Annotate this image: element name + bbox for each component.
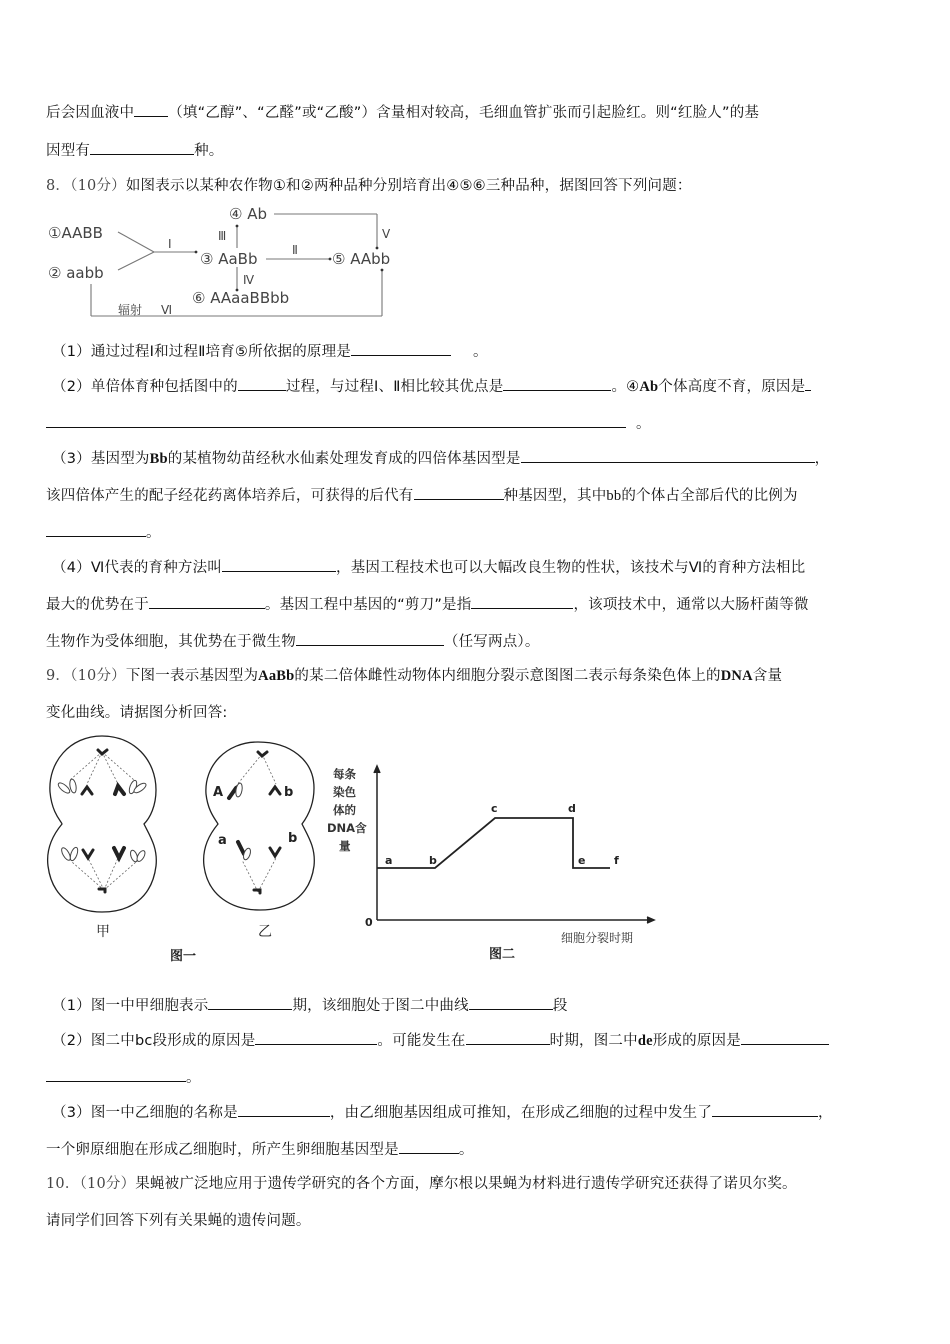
question-stem: 果蝇被广泛地应用于遗传学研究的各个方面，摩尔根以果蝇为材料进行遗传学研究还获得了诺贝尔奖。 (135, 1176, 797, 1192)
gene-label-b-bottom: b (288, 831, 298, 846)
answer-blank[interactable] (521, 448, 815, 463)
x-axis-label: 细胞分裂时期 (561, 931, 634, 945)
q8-sub2-cont (46, 413, 651, 434)
node-aabb-parent2: ② aabb (48, 264, 104, 282)
figure-2-caption: 图二 (489, 947, 516, 962)
process-6-label: Ⅵ (161, 303, 173, 317)
question-stem: 含量 (752, 668, 783, 684)
point-c-label: c (491, 802, 498, 815)
text: 。 (636, 416, 651, 432)
text: 的某植物幼苗经秋水仙素处理发育成的四倍体基因型是 (167, 451, 521, 467)
point-f-label: f (614, 854, 619, 867)
answer-blank[interactable] (469, 995, 553, 1010)
q8-sub3-cont2 (46, 522, 161, 543)
text: （2）单倍体育种包括图中的 (52, 379, 238, 395)
text: 期，该细胞处于图二中曲线 (292, 998, 469, 1014)
q9-sub2 (52, 1030, 829, 1051)
svg-text:DNA含: DNA含 (327, 821, 367, 835)
text: ，基因工程技术也可以大幅改良生物的性状，该技术与Ⅵ的育种方法相比 (336, 560, 806, 576)
process-4-label: Ⅳ (243, 273, 255, 287)
question-stem: 变化曲线。请据图分析回答: (46, 705, 228, 721)
q9-sub1 (52, 995, 568, 1016)
figure-1-cell-division (40, 732, 320, 968)
answer-blank[interactable] (208, 995, 292, 1010)
question-stem: 下图一表示基因型为 (125, 668, 259, 684)
node-tetraploid: ⑥ AAaaBBbb (192, 289, 290, 307)
node-aabb-hybrid: ③ AaBb (200, 250, 258, 268)
q8-sub2 (52, 376, 811, 397)
answer-blank[interactable] (414, 485, 504, 500)
text: 。可能发生在 (377, 1033, 466, 1049)
process-3-label: Ⅲ (218, 229, 227, 243)
text: AaBb (258, 668, 295, 684)
text: 形成的原因是 (652, 1033, 741, 1049)
dna-chart-svg (325, 758, 665, 968)
breeding-diagram (46, 202, 406, 320)
prev-question-line-2 (46, 140, 224, 161)
q9-sub3 (52, 1102, 833, 1123)
text: 过程，与过程Ⅰ、Ⅱ相比较其优点是 (285, 379, 504, 395)
text: 。 (146, 525, 161, 541)
radiation-label: 辐射 (118, 303, 143, 317)
gene-label-b-top: b (284, 785, 294, 800)
answer-blank[interactable] (399, 1139, 459, 1154)
text: ， (814, 451, 830, 467)
node-ab-haploid: ④ Ab (229, 205, 267, 223)
figure-2-dna-chart (325, 758, 665, 968)
answer-blank[interactable] (351, 341, 451, 356)
point-e-label: e (578, 854, 586, 867)
q9-sub2-cont (46, 1067, 201, 1088)
q8-sub3-cont (46, 485, 798, 506)
text: 。 (186, 1070, 201, 1086)
question-score: （10分） (70, 178, 126, 194)
text: （填“乙醇”、“乙醛”或“乙酸”）含量相对较高，毛细血管扩张而引起脸红。则“红脸人”的基 (168, 105, 760, 121)
text: 时期，图二中 (549, 1033, 638, 1049)
answer-blank[interactable] (471, 594, 573, 609)
answer-blank[interactable] (503, 376, 611, 391)
text: （1）通过过程Ⅰ和过程Ⅱ培育⑤所依据的原理是 (52, 344, 352, 360)
text: Ab (639, 379, 659, 395)
q8-sub4-cont (46, 594, 809, 615)
text: 。基因工程中基因的“剪刀”是指 (264, 597, 472, 613)
answer-blank[interactable] (46, 1067, 186, 1082)
text: Bb (149, 451, 168, 467)
q9-stem (46, 666, 782, 686)
question-score: （10分） (79, 1176, 136, 1192)
answer-blank[interactable] (741, 1030, 829, 1045)
question-number: 10． (46, 1176, 80, 1192)
text: 种基因型，其中 (503, 488, 607, 504)
text: 的个体占全部后代的比例为 (621, 488, 798, 504)
prev-question-line-1 (46, 102, 759, 123)
node-aabb-parent1: ①AABB (48, 224, 103, 242)
q9-stem-cont (46, 703, 227, 723)
question-number: 8． (46, 178, 71, 194)
breeding-flow-svg (46, 202, 406, 320)
answer-blank[interactable] (149, 594, 265, 609)
svg-text:量: 量 (339, 839, 351, 853)
answer-blank[interactable] (255, 1030, 377, 1045)
answer-blank[interactable] (238, 1102, 330, 1117)
question-number: 9． (46, 668, 71, 684)
process-1-label: Ⅰ (168, 237, 172, 251)
text: 该四倍体产生的配子经花药离体培养后，可获得的后代有 (46, 488, 414, 504)
svg-text:体的: 体的 (333, 803, 356, 817)
point-d-label: d (568, 802, 576, 815)
gene-label-a: a (218, 833, 227, 848)
text: ，由乙细胞基因组成可推知，在形成乙细胞的过程中发生了 (329, 1105, 713, 1121)
q10-stem (46, 1174, 797, 1194)
text: （2）图二中 (52, 1033, 135, 1049)
answer-blank[interactable] (712, 1102, 818, 1117)
text: bc (134, 1033, 153, 1049)
node-aabb-target: ⑤ AAbb (332, 250, 391, 268)
q10-stem-cont (46, 1211, 311, 1231)
answer-blank[interactable] (466, 1030, 550, 1045)
question-score: （10分） (70, 668, 126, 684)
cell-jia-label: 甲 (96, 924, 110, 940)
q8-sub1 (52, 341, 488, 362)
figure-1-caption: 图一 (170, 949, 197, 964)
origin-label: 0 (365, 916, 373, 929)
point-a-label: a (385, 854, 393, 867)
text: 。④ (611, 379, 640, 395)
text: 一个卵原细胞在形成乙细胞时，所产生卵细胞基因型是 (46, 1142, 399, 1158)
answer-blank[interactable] (296, 631, 444, 646)
text: bb (606, 488, 622, 504)
svg-text:每条: 每条 (333, 767, 356, 781)
question-stem: 请同学们回答下列有关果蝇的遗传问题。 (46, 1213, 311, 1229)
q8-stem (46, 176, 692, 196)
text: ，该项技术中，通常以大肠杆菌等微 (573, 597, 809, 613)
text: （4）Ⅵ代表的育种方法叫 (52, 560, 222, 576)
process-5-label: Ⅴ (382, 227, 391, 241)
answer-blank[interactable] (134, 102, 168, 117)
text: （任写两点）。 (443, 634, 540, 650)
text: de (637, 1033, 653, 1049)
text: （3）图一中乙细胞的名称是 (52, 1105, 238, 1121)
text: 种。 (194, 143, 224, 159)
text: 生物作为受体细胞，其优势在于微生物 (46, 634, 296, 650)
answer-blank[interactable] (222, 557, 336, 572)
q8-sub4 (52, 557, 805, 578)
text: 后会因血液中 (46, 105, 135, 121)
svg-text:染色: 染色 (333, 785, 356, 799)
text: 。 (458, 1142, 474, 1158)
answer-blank[interactable] (90, 140, 194, 155)
point-b-label: b (429, 854, 437, 867)
question-stem: 的某二倍体雌性动物体内细胞分裂示意图图二表示每条染色体上的 (294, 668, 721, 684)
text: 因型有 (46, 143, 91, 159)
answer-blank[interactable] (238, 376, 286, 391)
cell-yi-label: 乙 (258, 924, 272, 940)
text: （3）基因型为 (52, 451, 150, 467)
answer-blank[interactable] (46, 522, 146, 537)
cells-svg (40, 732, 320, 968)
text: 段形成的原因是 (152, 1033, 256, 1049)
text: ， (818, 1105, 833, 1121)
gene-label-A: A (213, 785, 224, 800)
text: 。 (473, 344, 488, 360)
question-stem: 如图表示以某种农作物①和②两种品种分别培育出④⑤⑥三种品种，据图回答下列问题： (125, 178, 692, 194)
text: 个体高度不育，原因是 (658, 379, 806, 395)
q8-sub4-cont2 (46, 631, 540, 652)
q8-sub3 (52, 448, 829, 469)
process-2-label: Ⅱ (292, 243, 298, 257)
text: DNA (720, 668, 753, 684)
answer-blank[interactable] (46, 413, 626, 428)
q9-sub3-cont (46, 1139, 474, 1160)
text: 段 (552, 998, 568, 1014)
text: （1）图一中甲细胞表示 (52, 998, 209, 1014)
answer-blank[interactable] (805, 376, 811, 391)
text: 最大的优势在于 (46, 597, 149, 613)
